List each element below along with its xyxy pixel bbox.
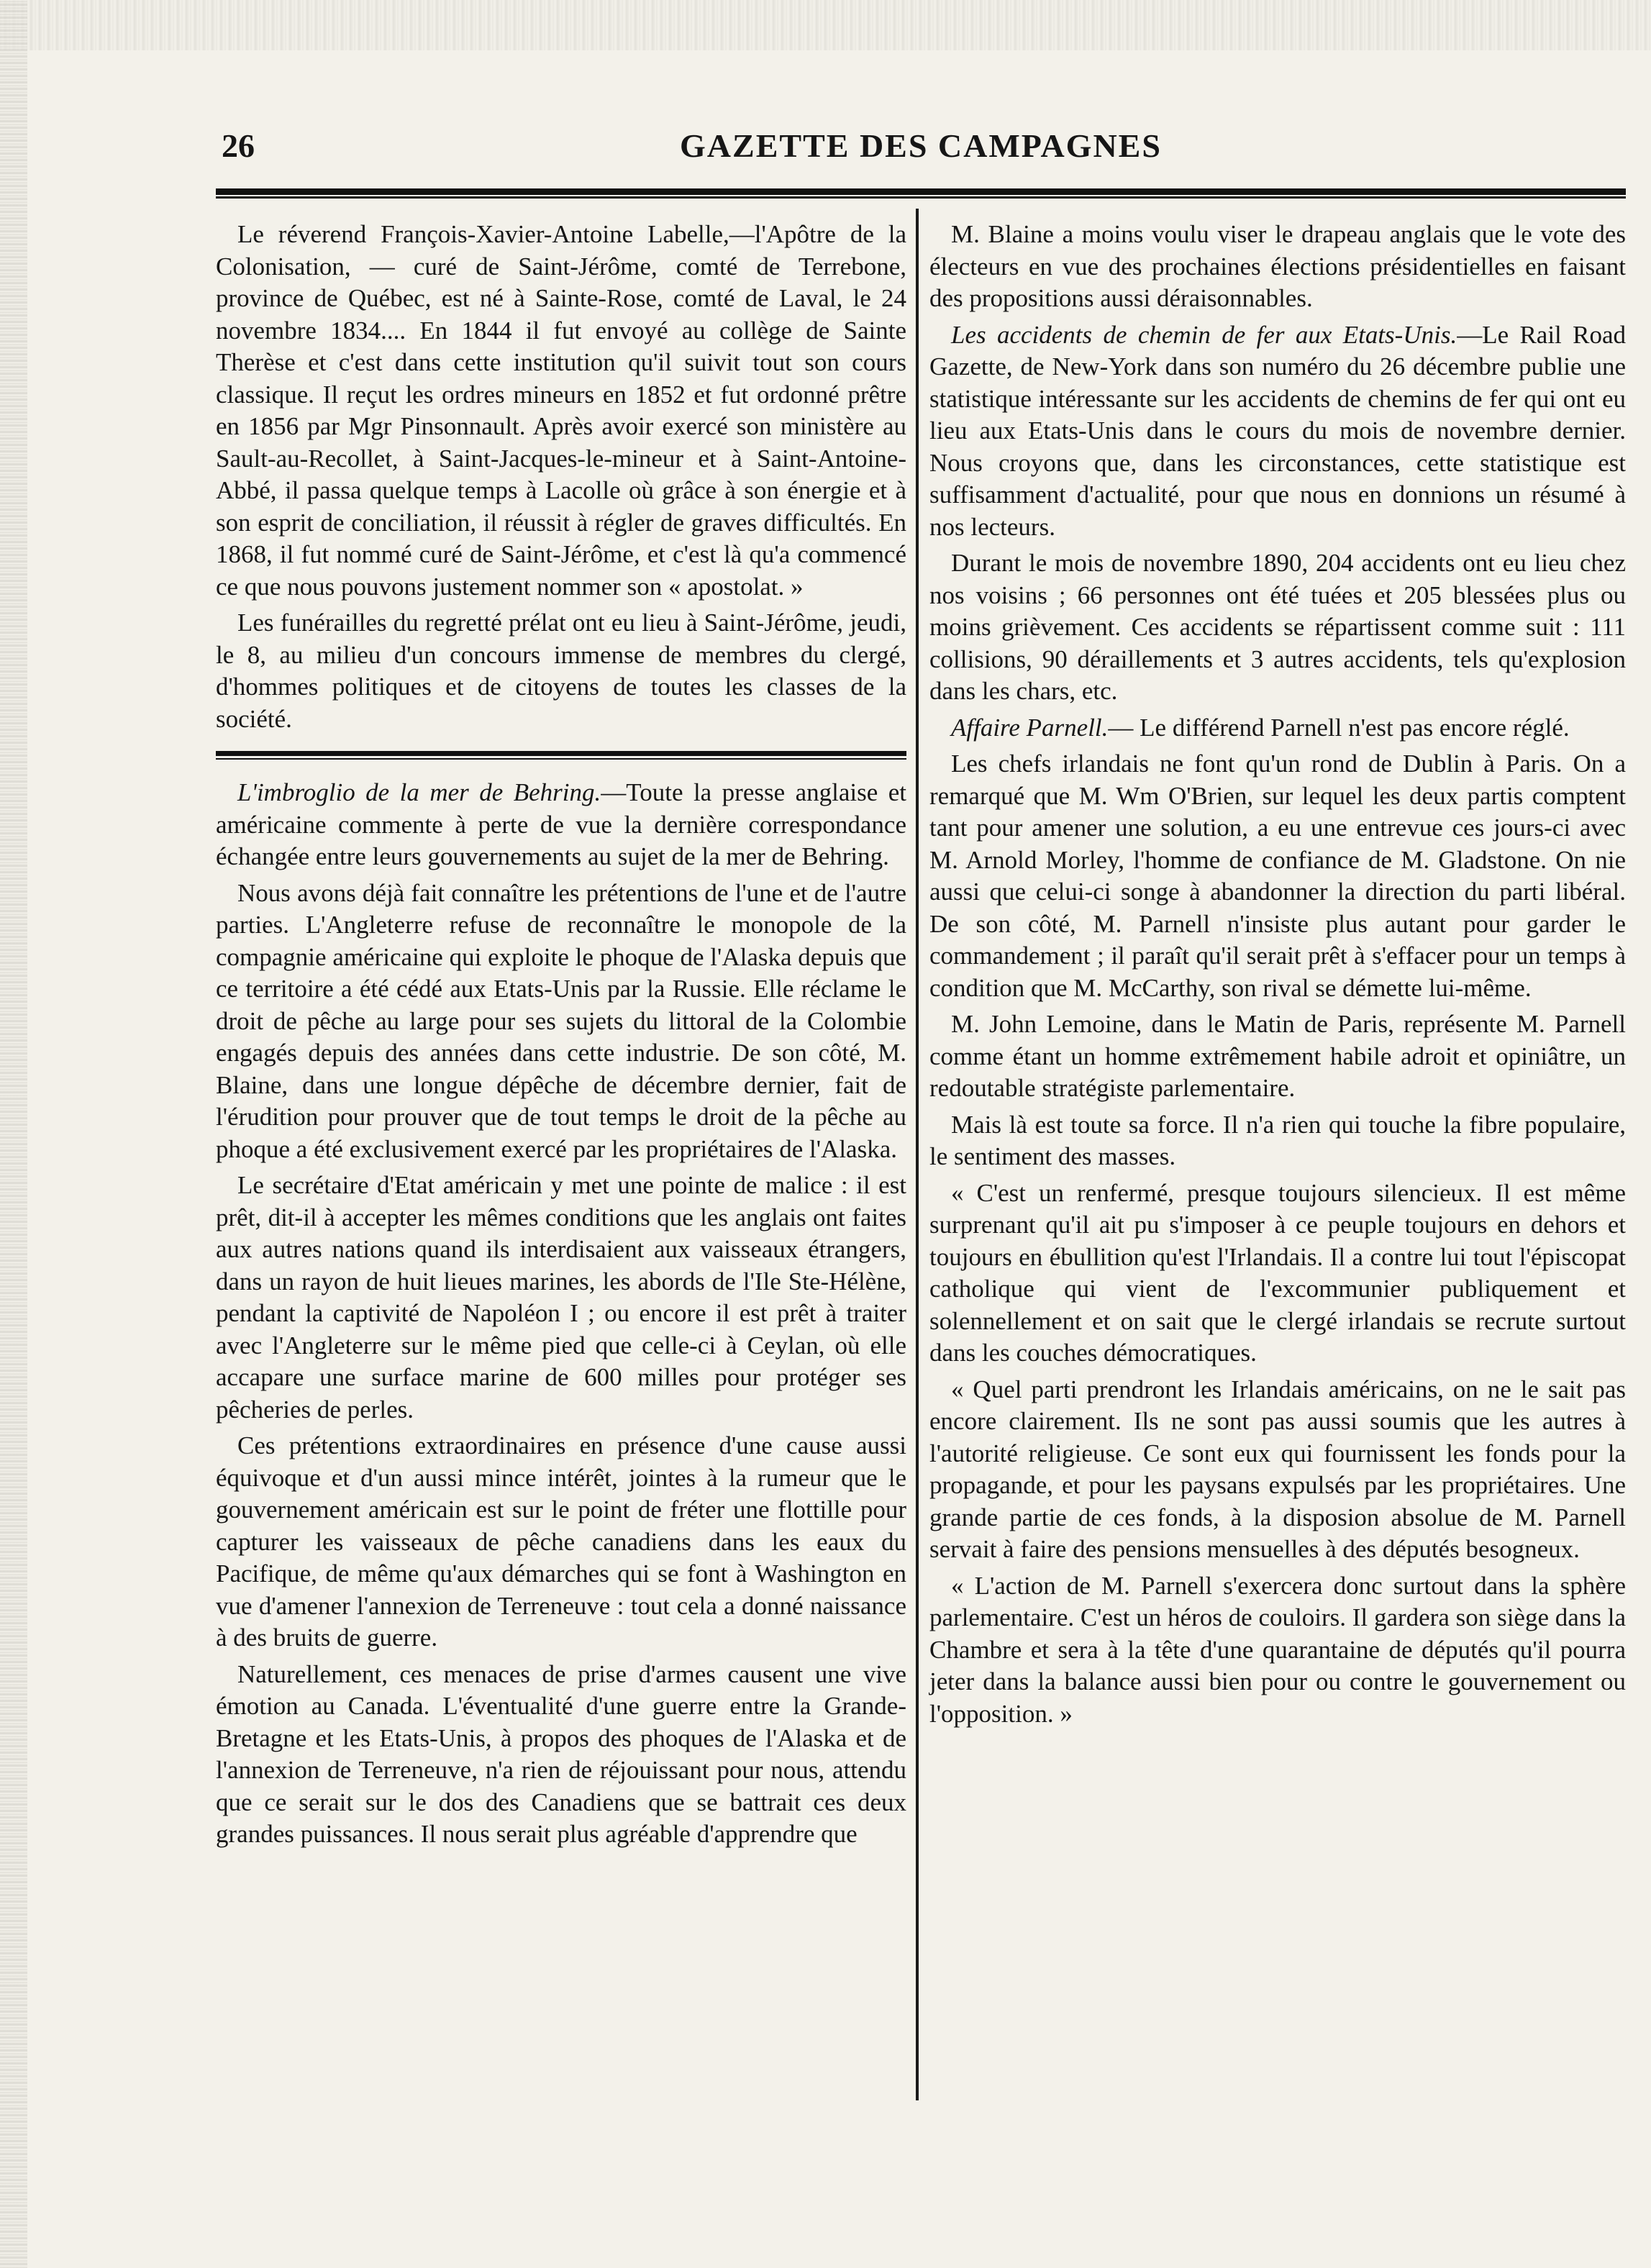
parnell-paragraph-4: Mais là est toute sa force. Il n'a rien qui touche la fibre populaire, le sentiment des masses.	[929, 1110, 1626, 1170]
parnell-paragraph-2: Les chefs irlandais ne font qu'un rond de Dublin à Paris. On a remarqué que M. Wm O'Brien, sur lequel les deux partis comptent tant pour amener une solution, a eu une entrevue ces jours-ci avec M. Arnold Morley, l'homme de confiance de M. Gladstone. On nie aussi que celui-ci songe à abandonner la direction du parti libéral. De son côté, M. Parnell n'insiste plus autant pour garder le commandement ; il paraît qu'il serait prêt à s'effacer pour un temps à condition que M. McCarthy, son rival se démette lui-même.	[929, 750, 1626, 1002]
article-separator	[216, 751, 906, 760]
parnell-paragraph-1	[929, 712, 1626, 744]
behring-paragraph-1-text: —Toute la presse anglaise et américaine commente à perte de vue la dernière correspondance échangée entre leurs gouvernements au sujet de la mer de Behring.	[216, 778, 906, 870]
accidents-paragraph-1-text: —Le Rail Road Gazette, de New-York dans son numéro du 26 décembre publie une statistique intéressante sur les accidents de chemins de fer qui ont eu lieu aux Etats-Unis dans le cours du mois de novembre dernier. Nous croyons que, dans les circonstances, cette statistique est suffisamment d'actualité, pour que nous en donnions un résumé à nos lecteurs.	[929, 320, 1627, 541]
column-divider	[916, 209, 919, 2100]
right-column	[929, 216, 1626, 1734]
journal-title: GAZETTE DES CAMPAGNES	[680, 127, 1162, 164]
parnell-paragraph-3: M. John Lemoine, dans le Matin de Paris, représente M. Parnell comme étant un homme extrêmement habile adroit et opiniâtre, un redoutable stratégiste parlementaire.	[929, 1010, 1626, 1102]
labelle-paragraph-2: Les funérailles du regretté prélat ont eu lieu à Saint-Jérôme, jeudi, le 8, au milieu d'un concours immense de membres du clergé, d'hommes politiques et de citoyens de toutes les classes de la société.	[216, 609, 906, 733]
page-number: 26	[222, 127, 255, 164]
accidents-lead: Les accidents de chemin de fer aux Etats-Unis.	[951, 320, 1457, 349]
behring-paragraph-4: Ces prétentions extraordinaires en présence d'une cause aussi équivoque et d'un aussi mince intérêt, jointes à la rumeur que le gouvernement américain est sur le point de fréter une flottille pour capturer les vaisseaux de pêche canadiens dans les eaux du Pacifique, de même qu'aux démarches qui se font à Washington en vue d'amener l'annexion de Terreneuve : tout cela a donné naissance à des bruits de guerre.	[216, 1431, 906, 1652]
labelle-paragraph-1: Le réverend François-Xavier-Antoine Labelle,—l'Apôtre de la Colonisation, — curé de Saint-Jérôme, comté de Terrebone, province de Québec, est né à Sainte-Rose, comté de Laval, le 24 novembre 1834.... En 1844 il fut envoyé au collège de Sainte Therèse et c'est dans cette institution qu'il suivit tout son cours classique. Il reçut les ordres mineurs en 1852 et fut ordonné prêtre en 1856 par Mgr Pinsonnault. Après avoir exercé son ministère au Sault-au-Recollet, à Saint-Jacques-le-mineur et à Saint-Antoine-Abbé, il passa quelque temps à Lacolle où grâce à son énergie et à son esprit de conciliation, il réussit à régler de graves difficultés. En 1868, il fut nommé curé de Saint-Jérôme, et c'est là qu'a commencé ce que nous pouvons justement nommer son « apostolat. »	[216, 220, 906, 601]
page-header	[216, 122, 1626, 173]
accidents-paragraph-2: Durant le mois de novembre 1890, 204 accidents ont eu lieu chez nos voisins ; 66 personnes ont été tuées et 205 blessées plus ou moins grièvement. Ces accidents se répartissent comme suit : 111 collisions, 90 déraillements et 3 autres accidents, tels qu'explosion dans les chars, etc.	[929, 549, 1626, 705]
parnell-paragraph-6: « Quel parti prendront les Irlandais américains, on ne le sait pas encore clairement. Ils ne sont pas aussi soumis que les autres à l'autorité religieuse. Ce sont eux qui fournissent les fonds pour la propagande, et pour les paysans expulsés par les propriétaires. Une grande partie de ces fonds, à la disposion absolue de M. Parnell servait à faire des pensions mensuelles à des députés besogneux.	[929, 1375, 1626, 1563]
behring-lead: L'imbroglio de la mer de Behring.	[237, 778, 601, 806]
scan-noise-top	[0, 0, 1651, 50]
behring-paragraph-3: Le secrétaire d'Etat américain y met une pointe de malice : il est prêt, dit-il à accepter les mêmes conditions que les anglais ont faites aux autres nations quand ils interdisaient aux vaisseaux étrangers, dans un rayon de huit lieues marines, les abords de l'Ile Ste-Hélène, pendant la captivité de Napoléon I ; ou encore il est prêt à traiter avec l'Angleterre sur le même pied que celle-ci à Ceylan, où elle accapare une surface marine de 600 milles pour protéger ses pêcheries de perles.	[216, 1171, 906, 1424]
parnell-paragraph-5: « C'est un renfermé, presque toujours silencieux. Il est même surprenant qu'il ait pu s'imposer à ce peuple toujours en dehors et toujours en ébullition qu'est l'Irlandais. Il a contre lui tout l'épiscopat catholique qui vient de l'excommunier publiquement et solennellement et on sait que le clergé irlandais se recrute surtout dans les couches démocratiques.	[929, 1178, 1626, 1367]
parnell-lead: Affaire Parnell.	[951, 713, 1109, 742]
parnell-paragraph-1-text: — Le différend Parnell n'est pas encore réglé.	[1108, 713, 1570, 742]
header-rule	[216, 188, 1626, 199]
parnell-paragraph-7: « L'action de M. Parnell s'exercera donc surtout dans la sphère parlementaire. C'est un héros de couloirs. Il gardera son siège dans la Chambre et sera à la tête d'une quarantaine de députés qu'il pourra jeter dans la balance aussi bien pour ou contre le gouvernement ou l'opposition. »	[929, 1571, 1626, 1728]
scan-noise-left	[0, 0, 27, 2268]
left-column	[216, 216, 906, 1855]
blaine-continuation: M. Blaine a moins voulu viser le drapeau anglais que le vote des électeurs en vue des prochaines élections présidentielles en faisant des propositions aussi déraisonnables.	[929, 220, 1626, 312]
behring-paragraph-2: Nous avons déjà fait connaître les prétentions de l'une et de l'autre parties. L'Angleterre refuse de reconnaître le monopole de la compagnie américaine qui exploite le phoque de l'Alaska depuis que ce territoire a été cédé aux Etats-Unis par la Russie. Elle réclame le droit de pêche au large pour ses sujets du littoral de la Colombie engagés depuis des années dans cette industrie. De son côté, M. Blaine, dans une longue dépêche de décembre dernier, fait de l'érudition pour prouver que de tout temps le droit de la pêche au phoque a été exclusivement exercé par les propriétaires de l'Alaska.	[216, 878, 906, 1163]
accidents-paragraph-1	[929, 319, 1626, 544]
behring-paragraph-5: Naturellement, ces menaces de prise d'armes causent une vive émotion au Canada. L'éventualité d'une guerre entre la Grande-Bretagne et les Etats-Unis, à propos des phoques de l'Alaska et de l'annexion de Terreneuve, n'a rien de réjouissant pour nous, attendu que ce serait sur le dos des Canadiens que se battrait ces deux grandes puissances. Il nous serait plus agréable d'apprendre que	[216, 1659, 906, 1848]
behring-paragraph-1	[216, 777, 906, 873]
